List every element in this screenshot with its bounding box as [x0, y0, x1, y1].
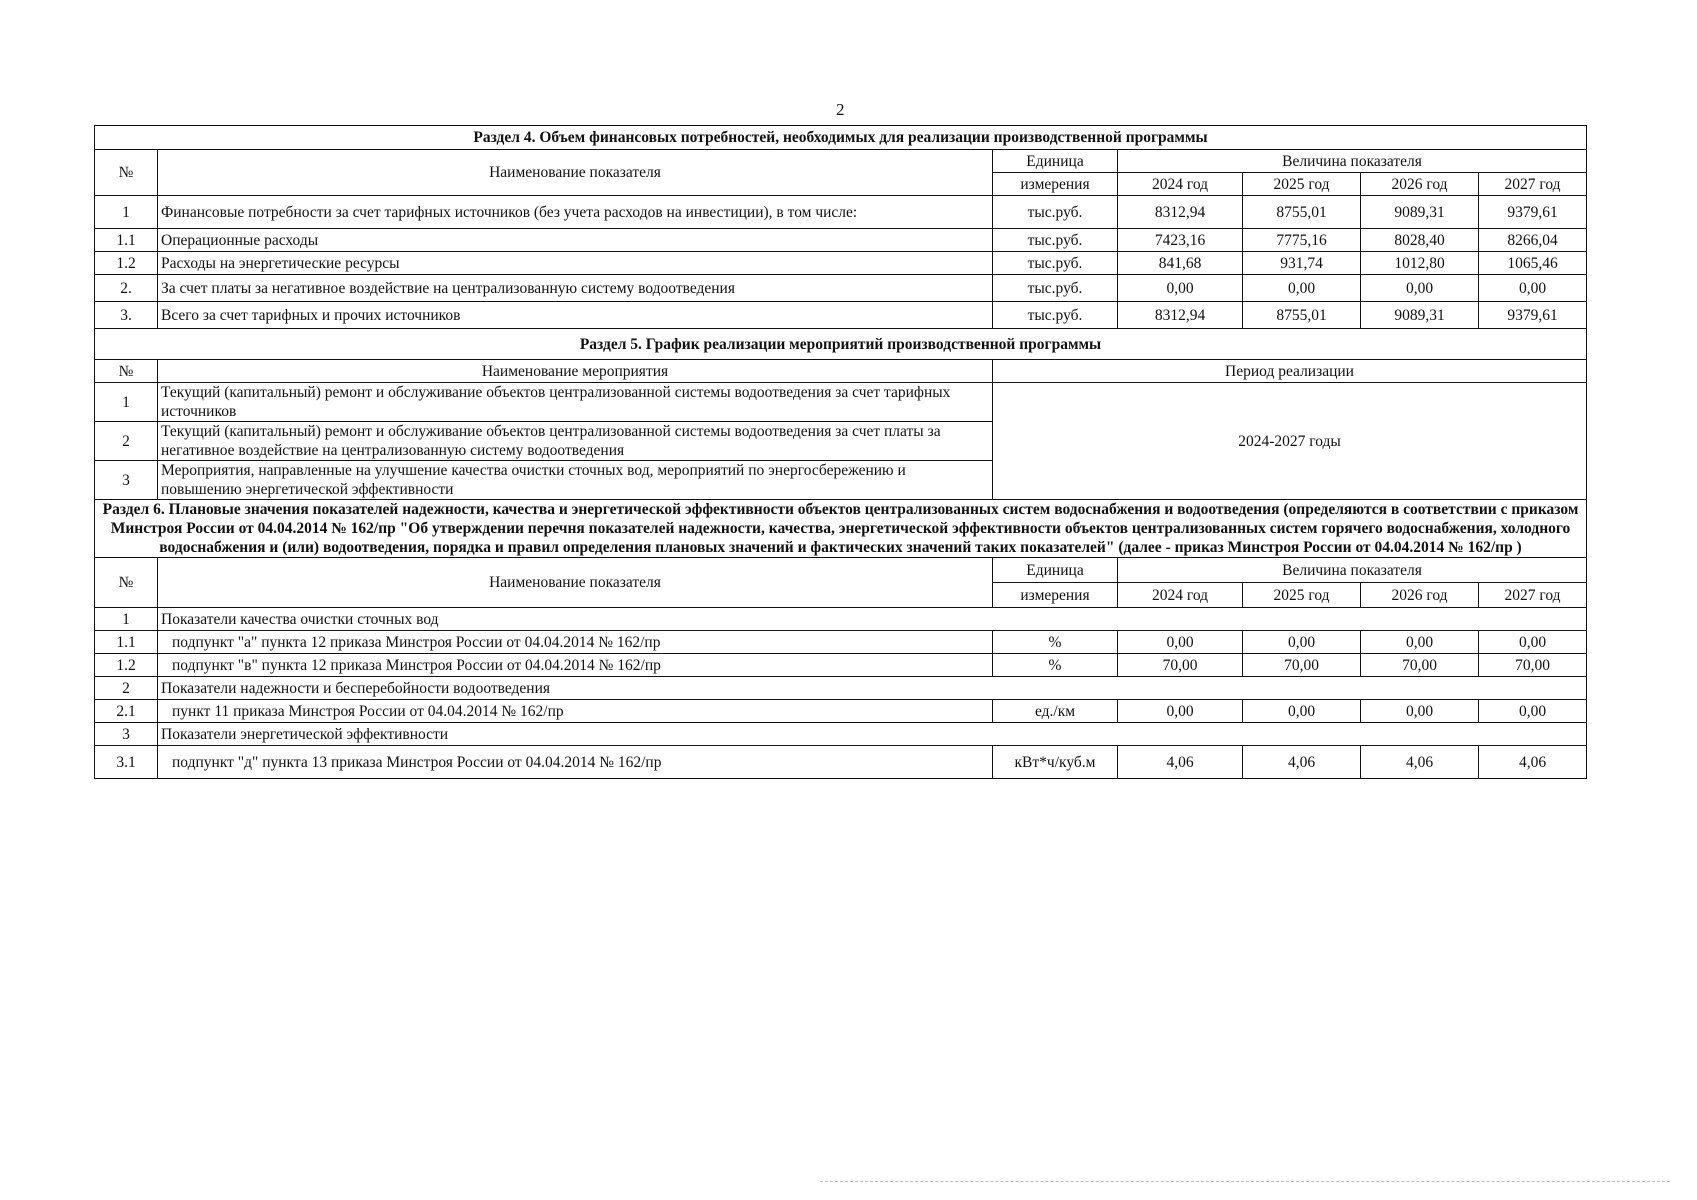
s4-header-year: 2024 год [1118, 173, 1243, 196]
table-row [95, 252, 1587, 275]
s4-header-value: Величина показателя [1118, 150, 1587, 173]
row-no: 3. [95, 302, 158, 329]
row-value: 4,06 [1243, 746, 1361, 779]
row-unit: тыс.руб. [993, 196, 1118, 229]
row-value: 1012,80 [1361, 252, 1479, 275]
page-number: 2 [836, 100, 845, 119]
s4-header-no: № [95, 150, 158, 196]
row-name: пункт 11 приказа Минстроя России от 04.04.2014 № 162/пр [158, 700, 993, 723]
row-no: 2.1 [95, 700, 158, 723]
production-program-table [94, 125, 1587, 779]
s5-header-name: Наименование мероприятия [158, 360, 993, 383]
row-value: 0,00 [1118, 631, 1243, 654]
s4-header-year: 2026 год [1361, 173, 1479, 196]
row-no: 2 [95, 677, 158, 700]
row-name: Всего за счет тарифных и прочих источников [158, 302, 993, 329]
row-unit: тыс.руб. [993, 229, 1118, 252]
row-value: 8755,01 [1243, 302, 1361, 329]
table-row [95, 700, 1587, 723]
row-name: подпункт "в" пункта 12 приказа Минстроя России от 04.04.2014 № 162/пр [158, 654, 993, 677]
s5-header-period: Период реализации [993, 360, 1587, 383]
row-no: 1.1 [95, 631, 158, 654]
row-unit: % [993, 654, 1118, 677]
row-group-name: Показатели надежности и бесперебойности водоотведения [158, 677, 1587, 700]
s6-header-year: 2026 год [1361, 583, 1479, 608]
row-value: 9089,31 [1361, 196, 1479, 229]
row-no: 3 [95, 461, 158, 500]
row-name: подпункт "д" пункта 13 приказа Минстроя России от 04.04.2014 № 162/пр [158, 746, 993, 779]
table-row [95, 383, 1587, 422]
row-value: 70,00 [1479, 654, 1587, 677]
row-value: 841,68 [1118, 252, 1243, 275]
row-value: 4,06 [1118, 746, 1243, 779]
table-row [95, 723, 1587, 746]
table-row [95, 746, 1587, 779]
table-row [95, 631, 1587, 654]
row-value: 0,00 [1479, 631, 1587, 654]
row-no: 3 [95, 723, 158, 746]
row-no: 2. [95, 275, 158, 302]
table-row [95, 302, 1587, 329]
row-value: 0,00 [1479, 700, 1587, 723]
row-value: 0,00 [1243, 700, 1361, 723]
row-name: Текущий (капитальный) ремонт и обслуживание объектов централизованной системы водоотведения за счет платы за негативное воздействие на централизованную систему водоотведения [158, 422, 993, 461]
row-value: 8028,40 [1361, 229, 1479, 252]
row-value: 4,06 [1361, 746, 1479, 779]
s4-header-unit-1: Единица [993, 150, 1118, 173]
row-group-name: Показатели энергетической эффективности [158, 723, 1587, 746]
row-name: Операционные расходы [158, 229, 993, 252]
s6-header-value: Величина показателя [1118, 558, 1587, 583]
s6-header-year: 2024 год [1118, 583, 1243, 608]
row-name: Расходы на энергетические ресурсы [158, 252, 993, 275]
row-value: 9089,31 [1361, 302, 1479, 329]
row-unit: тыс.руб. [993, 275, 1118, 302]
row-value: 70,00 [1243, 654, 1361, 677]
s4-header-year: 2027 год [1479, 173, 1587, 196]
row-value: 0,00 [1361, 700, 1479, 723]
row-value: 0,00 [1243, 631, 1361, 654]
row-no: 1 [95, 383, 158, 422]
row-value: 8312,94 [1118, 302, 1243, 329]
row-value: 9379,61 [1479, 302, 1587, 329]
row-value: 4,06 [1479, 746, 1587, 779]
row-value: 70,00 [1361, 654, 1479, 677]
row-no: 2 [95, 422, 158, 461]
s6-header-no: № [95, 558, 158, 608]
row-no: 1.2 [95, 252, 158, 275]
row-group-name: Показатели качества очистки сточных вод [158, 608, 1587, 631]
s6-header-unit-1: Единица [993, 558, 1118, 583]
row-no: 1.2 [95, 654, 158, 677]
s5-header-no: № [95, 360, 158, 383]
row-value: 1065,46 [1479, 252, 1587, 275]
s6-header-year: 2025 год [1243, 583, 1361, 608]
row-name: Мероприятия, направленные на улучшение качества очистки сточных вод, мероприятий по энергосбережению и повышению энергетической эффективности [158, 461, 993, 500]
row-unit: ед./км [993, 700, 1118, 723]
row-no: 1 [95, 196, 158, 229]
s6-header-unit-2: измерения [993, 583, 1118, 608]
row-value: 0,00 [1118, 275, 1243, 302]
row-value: 931,74 [1243, 252, 1361, 275]
table-row [95, 196, 1587, 229]
row-name: подпункт "а" пункта 12 приказа Минстроя России от 04.04.2014 № 162/пр [158, 631, 993, 654]
row-value: 0,00 [1361, 631, 1479, 654]
row-value: 8312,94 [1118, 196, 1243, 229]
row-unit: % [993, 631, 1118, 654]
scan-artifact-line [820, 1181, 1670, 1182]
s4-header-name: Наименование показателя [158, 150, 993, 196]
row-unit: тыс.руб. [993, 302, 1118, 329]
s6-header-year: 2027 год [1479, 583, 1587, 608]
s5-period-value: 2024-2027 годы [993, 383, 1587, 500]
s6-header-name: Наименование показателя [158, 558, 993, 608]
row-no: 1.1 [95, 229, 158, 252]
section4-title: Раздел 4. Объем финансовых потребностей, необходимых для реализации производственной программы [95, 126, 1587, 150]
row-name: За счет платы за негативное воздействие на централизованную систему водоотведения [158, 275, 993, 302]
table-row [95, 654, 1587, 677]
row-value: 0,00 [1118, 700, 1243, 723]
row-value: 0,00 [1361, 275, 1479, 302]
table-row [95, 608, 1587, 631]
s4-header-year: 2025 год [1243, 173, 1361, 196]
row-unit: кВт*ч/куб.м [993, 746, 1118, 779]
table-row [95, 229, 1587, 252]
table-row [95, 275, 1587, 302]
s4-header-unit-2: измерения [993, 173, 1118, 196]
row-value: 7775,16 [1243, 229, 1361, 252]
row-unit: тыс.руб. [993, 252, 1118, 275]
row-name: Текущий (капитальный) ремонт и обслуживание объектов централизованной системы водоотведения за счет тарифных источников [158, 383, 993, 422]
section6-title: Раздел 6. Плановые значения показателей надежности, качества и энергетической эффективности объектов централизованных систем водоснабжения и водоотведения (определяются в соответствии с приказом Минстроя России от 04.04.2014 № 162/пр "Об утверждении перечня показателей надежности, качества, энергетической эффективности объектов централизованных систем горячего водоснабжения, холодного водоснабжения и (или) водоотведения, порядка и правил определения плановых значений и фактических значений таких показателей" (далее - приказ Минстроя России от 04.04.2014 № 162/пр ) [95, 500, 1587, 558]
row-value: 8266,04 [1479, 229, 1587, 252]
row-value: 0,00 [1243, 275, 1361, 302]
row-value: 0,00 [1479, 275, 1587, 302]
row-no: 3.1 [95, 746, 158, 779]
row-value: 70,00 [1118, 654, 1243, 677]
section5-title: Раздел 5. График реализации мероприятий производственной программы [95, 329, 1587, 360]
row-value: 7423,16 [1118, 229, 1243, 252]
row-name: Финансовые потребности за счет тарифных источников (без учета расходов на инвестиции), в том числе: [158, 196, 993, 229]
table-row [95, 677, 1587, 700]
row-value: 9379,61 [1479, 196, 1587, 229]
row-no: 1 [95, 608, 158, 631]
row-value: 8755,01 [1243, 196, 1361, 229]
